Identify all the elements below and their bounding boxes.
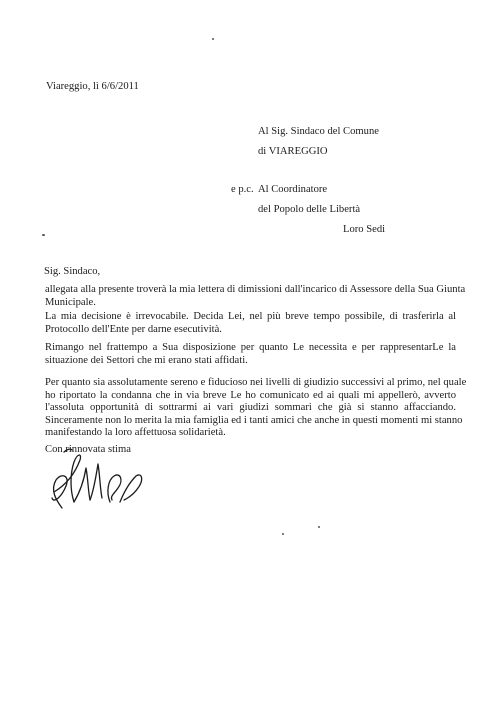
handwritten-signature [40, 446, 150, 514]
cc-line-1: Al Coordinatore [258, 184, 328, 195]
paragraph-line: Protocollo dell'Ente per darne esecutività. [45, 323, 222, 335]
scan-speck [212, 38, 214, 40]
paragraph-line: Sinceramente non lo merita la mia famiglia ed i tanti amici che anche in questi momenti mi stanno [45, 414, 463, 426]
paragraph-line: Per quanto sia assolutamente sereno e fiducioso nei livelli di giudizio successivi al primo, nel quale [45, 377, 467, 388]
cc-line-2: del Popolo delle Libertà [258, 204, 361, 215]
place-date: Viareggio, lì 6/6/2011 [46, 81, 139, 92]
salutation: Sig. Sindaco, [44, 266, 101, 277]
paragraph-line: allegata alla presente troverà la mia lettera di dimissioni dall'incarico di Assessore della Sua Giunta [45, 284, 466, 295]
scan-speck [282, 533, 284, 535]
scan-speck [42, 234, 45, 236]
scan-speck [318, 526, 320, 528]
paragraph-2 [45, 311, 456, 336]
paragraph-line: Rimango nel frattempo a Sua disposizione per quanto Le necessita e per rappresentarLe la [45, 342, 456, 353]
cc-prefix: e p.c. [231, 184, 254, 195]
paragraph-line: manifestando la loro affettuosa solidarietà. [45, 427, 226, 439]
paragraph-line: ho riportato la condanna che in via breve Le ho comunicato ed ai quali mi appellerò, avverto [45, 389, 456, 401]
paragraph-4 [45, 377, 467, 440]
paragraph-line: Municipale. [45, 296, 96, 308]
paragraph-line: l'assoluta opportunità di sottrarmi ai vari giudizi sommari che già si stanno affacciando. [45, 402, 456, 414]
cc-line-3: Loro Sedi [343, 224, 386, 235]
recipient-line-1: Al Sig. Sindaco del Comune [258, 126, 379, 137]
paragraph-line: La mia decisione è irrevocabile. Decida Lei, nel più breve tempo possibile, di trasferirla al [45, 311, 456, 322]
paragraph-1 [45, 284, 466, 309]
paragraph-3 [45, 342, 456, 367]
recipient-line-2: di VIAREGGIO [258, 146, 328, 157]
closing: Con rinnovata stima [45, 444, 131, 455]
paragraph-line: situazione dei Settori che mi erano stati affidati. [45, 354, 248, 366]
